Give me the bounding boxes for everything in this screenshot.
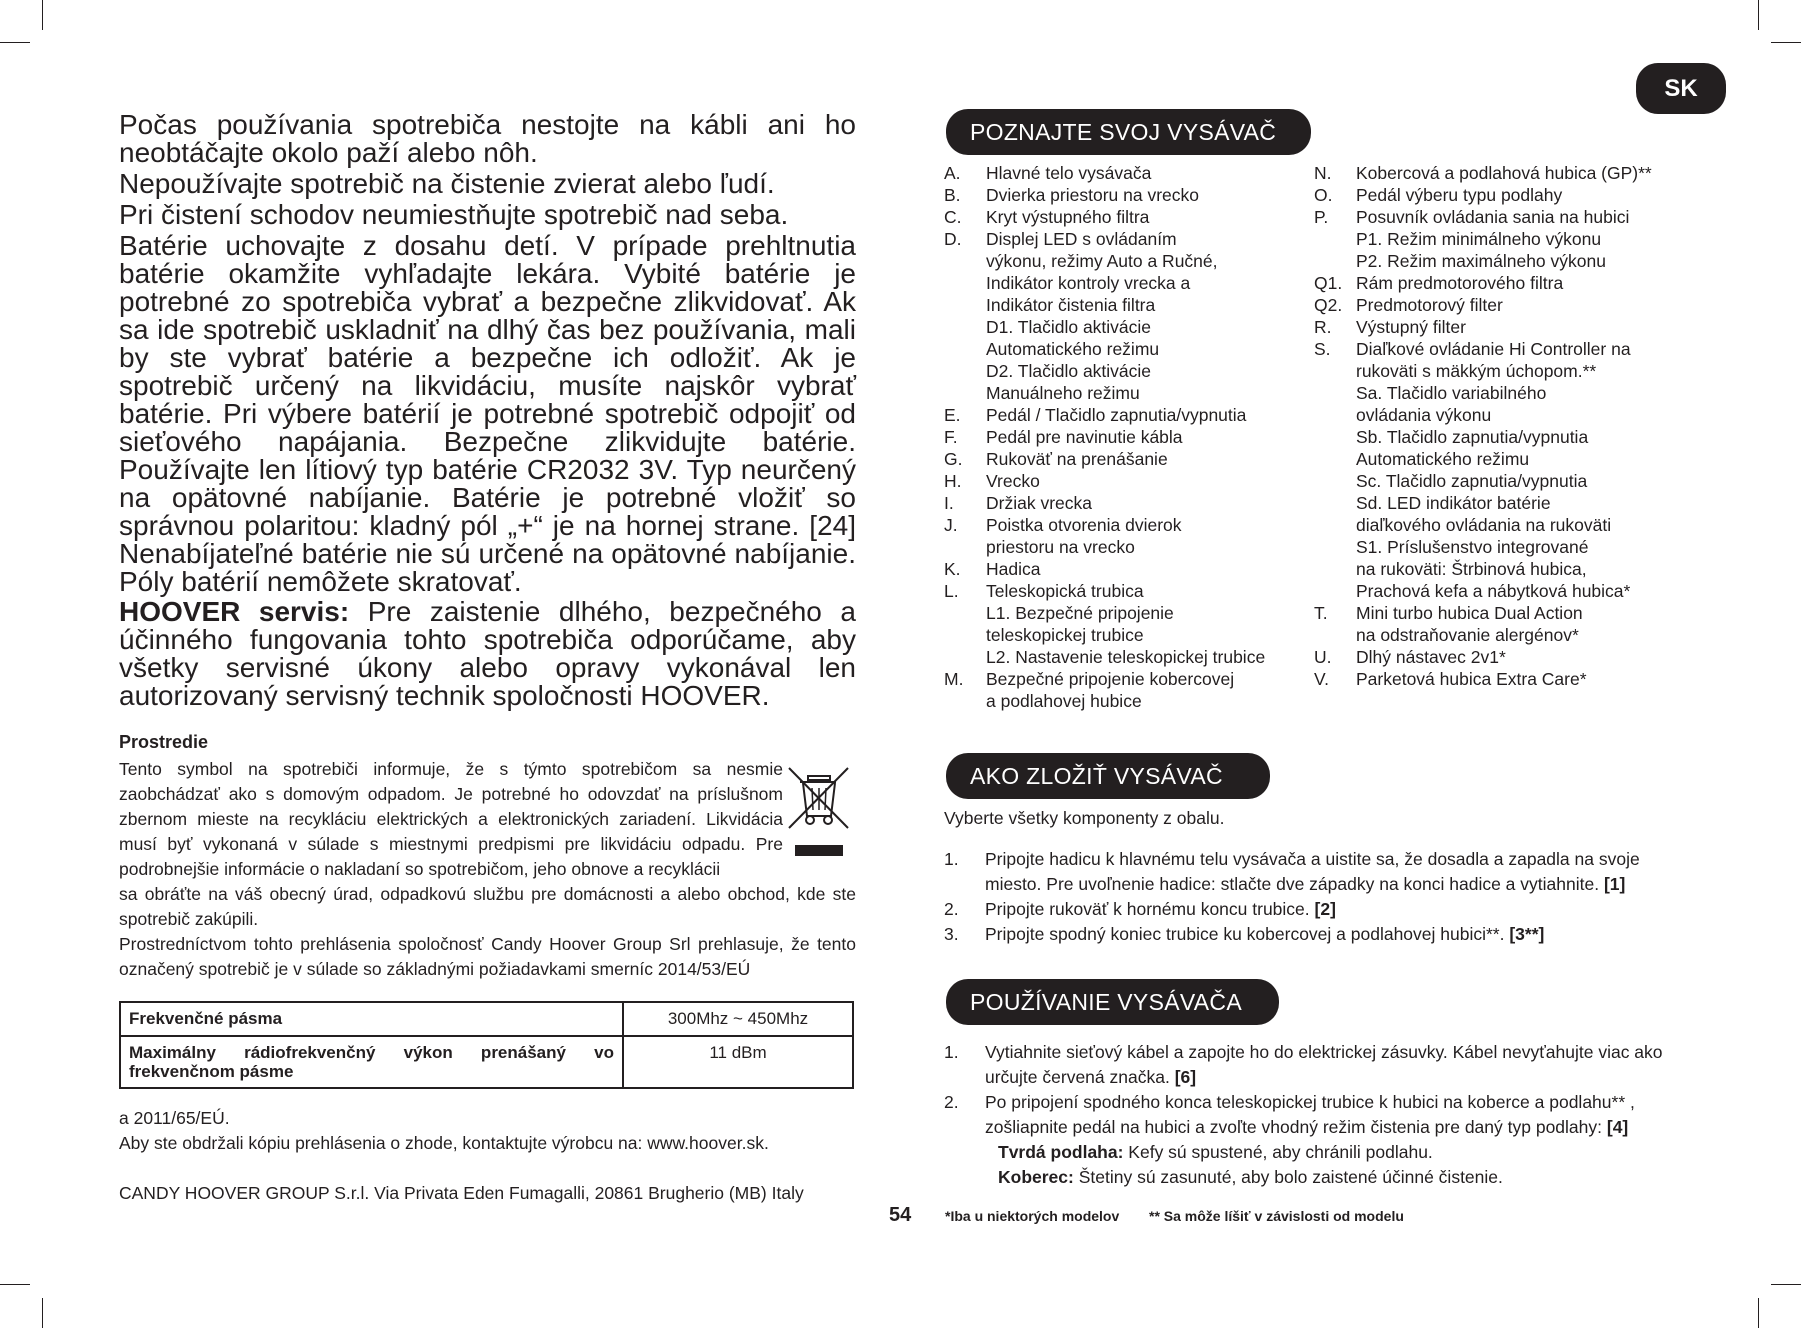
environment-paragraph-continued: sa obráťte na váš obecný úrad, odpadkovú službu pre domácnosti a alebo obchod, kde ste spotrebič zakúpili. — [119, 884, 856, 929]
list-item — [944, 536, 1324, 558]
part-key — [1314, 382, 1356, 404]
step-text-body: Pripojte rukoväť k hornému koncu trubice. — [985, 899, 1310, 919]
crop-mark — [0, 42, 30, 43]
step-number: 3. — [944, 924, 959, 944]
parts-list-left — [944, 162, 1324, 712]
part-label: Držiak vrecka — [986, 493, 1092, 513]
part-key — [944, 690, 986, 712]
part-key — [944, 602, 986, 624]
part-label: Hlavné telo vysávača — [986, 163, 1152, 183]
environment-text — [119, 757, 856, 982]
usage-heading: POUŽÍVANIE VYSÁVAČA — [946, 979, 1279, 1025]
list-item — [1314, 514, 1734, 536]
part-label: Indikátor čistenia filtra — [986, 295, 1156, 315]
directive-text: a 2011/65/EÚ. — [119, 1108, 230, 1128]
part-key — [944, 250, 986, 272]
part-key — [1314, 360, 1356, 382]
list-item — [1314, 162, 1734, 184]
list-item — [944, 426, 1324, 448]
part-label: Dvierka priestoru na vrecko — [986, 185, 1199, 205]
part-label: Diaľkové ovládanie Hi Controller na — [1356, 339, 1631, 359]
environment-paragraph: Tento symbol na spotrebiči informuje, že s týmto spotrebičom sa nesmie zaobchádzať ako s domovým odpadom. Je potrebné ho odovzdať na príslušnom zbernom mieste na recykláciu elektrických a elektronických zariadení. Likvidácia musí byť vykonaná v súlade s miestnymi predpismi pre likvidáciu odpadu. Pre podrobnejšie informácie o nakladaní so spotrebičom, jeho obnove a recyklácii — [119, 759, 783, 879]
part-label: Automatického režimu — [1356, 449, 1530, 469]
list-item — [944, 847, 1684, 897]
table-row — [120, 1002, 853, 1036]
step-text — [985, 847, 1684, 897]
list-item — [1314, 536, 1734, 558]
part-key — [1314, 536, 1356, 558]
frequency-table — [119, 1001, 854, 1089]
list-item — [944, 558, 1324, 580]
page-number: 54 — [889, 1204, 912, 1226]
part-key: V. — [1314, 669, 1329, 689]
part-key: T. — [1314, 603, 1328, 623]
step-text — [985, 897, 1684, 922]
safety-paragraph: Pri čistení schodov neumiestňujte spotrebič nad seba. — [119, 199, 789, 230]
weee-bin-icon — [786, 764, 852, 858]
part-key: H. — [944, 471, 962, 491]
part-key: Q2. — [1314, 295, 1343, 315]
list-item — [1314, 404, 1734, 426]
part-key — [944, 382, 986, 404]
list-item — [944, 272, 1324, 294]
declaration-contact-text: Aby ste obdržali kópiu prehlásenia o zhode, kontaktujte výrobcu na: www.hoover.sk. — [119, 1133, 769, 1153]
list-item — [944, 162, 1324, 184]
part-label: Kryt výstupného filtra — [986, 207, 1150, 227]
list-item — [944, 580, 1324, 602]
floor-mode-hard — [944, 1140, 1684, 1165]
part-key — [944, 360, 986, 382]
part-key — [1314, 426, 1356, 448]
list-item — [1314, 360, 1734, 382]
part-label: Parketová hubica Extra Care* — [1356, 669, 1587, 689]
list-item — [1314, 316, 1734, 338]
list-item — [1314, 646, 1734, 668]
part-key — [1314, 228, 1356, 250]
list-item — [944, 514, 1324, 536]
step-text — [985, 922, 1684, 947]
part-label: P2. Režim maximálneho výkonu — [1356, 251, 1606, 271]
part-key — [944, 272, 986, 294]
crop-mark — [1771, 42, 1801, 43]
part-key: N. — [1314, 163, 1332, 183]
step-text-body: Po pripojení spodného konca teleskopickej trubice k hubici na koberce a podlahu** , zošliapnite pedál na hubici a zvoľte vhodný režim čistenia pre daný typ podlahy: — [985, 1092, 1635, 1137]
part-key: G. — [944, 449, 963, 469]
crop-mark — [1771, 1284, 1801, 1285]
list-item — [944, 360, 1324, 382]
step-figure-ref: [1] — [1603, 874, 1626, 894]
part-label: rukoväti s mäkkým úchopom.** — [1356, 361, 1597, 381]
assembly-intro: Vyberte všetky komponenty z obalu. — [944, 808, 1225, 828]
assembly-heading: AKO ZLOŽIŤ VYSÁVAČ — [946, 753, 1270, 799]
part-label: Poistka otvorenia dvierok — [986, 515, 1182, 535]
part-key: O. — [1314, 185, 1333, 205]
part-key — [1314, 470, 1356, 492]
list-item — [944, 922, 1684, 947]
part-key — [1314, 624, 1356, 646]
mode-label: Koberec: — [998, 1167, 1074, 1187]
safety-section — [119, 111, 856, 710]
part-key — [944, 316, 986, 338]
part-key — [944, 624, 986, 646]
list-item — [944, 624, 1324, 646]
table-cell-label: Maximálny rádiofrekvenčný výkon prenášaný vo frekvenčnom pásme — [120, 1036, 623, 1088]
part-key — [1314, 448, 1356, 470]
part-label: Pedál / Tlačidlo zapnutia/vypnutia — [986, 405, 1247, 425]
part-label: P1. Režim minimálneho výkonu — [1356, 229, 1602, 249]
service-label: HOOVER servis: — [119, 596, 350, 627]
list-item — [944, 228, 1324, 250]
part-label: Predmotorový filter — [1356, 295, 1503, 315]
list-item — [1314, 426, 1734, 448]
list-item — [944, 897, 1684, 922]
list-item — [1314, 382, 1734, 404]
part-label: Prachová kefa a nábytková hubica* — [1356, 581, 1631, 601]
list-item — [944, 250, 1324, 272]
part-label: D2. Tlačidlo aktivácie — [986, 361, 1152, 381]
part-label: Mini turbo hubica Dual Action — [1356, 603, 1583, 623]
list-item — [944, 1090, 1684, 1140]
step-figure-ref: [3**] — [1509, 924, 1545, 944]
part-label: Teleskopická trubica — [986, 581, 1144, 601]
part-key: A. — [944, 163, 961, 183]
step-number: 2. — [944, 1092, 959, 1112]
part-label: Sb. Tlačidlo zapnutia/vypnutia — [1356, 427, 1589, 447]
table-cell-value: 300Mhz ~ 450Mhz — [623, 1002, 853, 1036]
part-label: na odstraňovanie alergénov* — [1356, 625, 1579, 645]
part-key: I. — [944, 493, 954, 513]
part-label: diaľkového ovládania na rukoväti — [1356, 515, 1612, 535]
list-item — [1314, 448, 1734, 470]
part-key — [1314, 250, 1356, 272]
part-label: Indikátor kontroly vrecka a — [986, 273, 1191, 293]
step-number: 1. — [944, 849, 959, 869]
part-label: Pedál výberu typu podlahy — [1356, 185, 1563, 205]
step-number: 2. — [944, 899, 959, 919]
part-label: ovládania výkonu — [1356, 405, 1492, 425]
part-key — [944, 338, 986, 360]
step-text-body: Pripojte hadicu k hlavnému telu vysávača a uistite sa, že dosadla a zapadla na svoje miesto. Pre uvoľnenie hadice: stlačte dve západky na konci hadice a vytiahnite. — [985, 849, 1640, 894]
list-item — [944, 338, 1324, 360]
list-item — [944, 646, 1324, 668]
assembly-steps — [944, 847, 1684, 947]
part-label: teleskopickej trubice — [986, 625, 1144, 645]
list-item — [944, 668, 1324, 690]
step-figure-ref: [4] — [1606, 1117, 1629, 1137]
list-item — [944, 602, 1324, 624]
list-item — [944, 1040, 1684, 1090]
list-item — [944, 382, 1324, 404]
part-label: Bezpečné pripojenie kobercovej — [986, 669, 1235, 689]
list-item — [1314, 250, 1734, 272]
footnote: *Iba u niektorých modelov — [945, 1208, 1120, 1224]
mode-label: Tvrdá podlaha: — [998, 1142, 1124, 1162]
safety-paragraph: Nepoužívajte spotrebič na čistenie zvierat alebo ľudí. — [119, 168, 775, 199]
part-key: Q1. — [1314, 273, 1343, 293]
table-row — [120, 1036, 853, 1088]
list-item — [1314, 580, 1734, 602]
part-key: J. — [944, 515, 958, 535]
part-key — [1314, 514, 1356, 536]
part-key: U. — [1314, 647, 1332, 667]
list-item — [1314, 470, 1734, 492]
list-item — [1314, 206, 1734, 228]
list-item — [1314, 184, 1734, 206]
part-label: a podlahovej hubice — [986, 691, 1142, 711]
list-item — [944, 206, 1324, 228]
part-label: priestoru na vrecko — [986, 537, 1135, 557]
mode-text: Štetiny sú zasunuté, aby bolo zaistené účinné čistenie. — [1073, 1167, 1503, 1187]
part-key: P. — [1314, 207, 1329, 227]
part-key: B. — [944, 185, 961, 205]
part-label: Hadica — [986, 559, 1041, 579]
language-badge: SK — [1636, 63, 1726, 114]
environment-title: Prostredie — [119, 732, 209, 752]
part-label: Manuálneho režimu — [986, 383, 1140, 403]
step-figure-ref: [2] — [1314, 899, 1336, 919]
list-item — [944, 492, 1324, 514]
crop-mark — [42, 1298, 43, 1328]
part-label: Rukoväť na prenášanie — [986, 449, 1168, 469]
table-cell-value: 11 dBm — [623, 1036, 853, 1088]
crop-mark — [1758, 1298, 1759, 1328]
part-label: Pedál pre navinutie kábla — [986, 427, 1183, 447]
part-label: Kobercová a podlahová hubica (GP)** — [1356, 163, 1652, 183]
list-item — [1314, 668, 1734, 690]
part-key — [944, 536, 986, 558]
list-item — [944, 184, 1324, 206]
list-item — [1314, 338, 1734, 360]
know-your-vacuum-heading: POZNAJTE SVOJ VYSÁVAČ — [946, 109, 1311, 155]
list-item — [944, 294, 1324, 316]
battery-paragraph: Batérie uchovajte z dosahu detí. V prípade prehltnutia batérie okamžite vyhľadajte lekára. Vybité batérie je potrebné zo spotrebiča vybrať a bezpečne zlikvidovať. Ak sa ide spotrebič uskladniť na dlhý čas bez používania, mali by ste vybrať batérie a bezpečne ich odložiť. Ak je spotrebič určený na likvidáciu, musíte najskôr vybrať batérie. Pri výbere batérií je potrebné spotrebič odpojiť od sieťového napájania. Bezpečne zlikvidujte batérie. Používajte len lítiový typ batérie CR2032 3V. Typ neurčený na opätovné nabíjanie. Batérie je potrebné vložiť so správnou polaritou: kladný pól „+“ je na hornej strane. [24] Nenabíjateľné batérie nie sú určené na opätovné nabíjanie. Póly batérií nemôžete skratovať. — [119, 230, 856, 597]
list-item — [1314, 228, 1734, 250]
part-label: Sa. Tlačidlo variabilného — [1356, 383, 1547, 403]
list-item — [1314, 492, 1734, 514]
part-key — [1314, 492, 1356, 514]
list-item — [944, 470, 1324, 492]
part-label: Sc. Tlačidlo zapnutia/vypnutia — [1356, 471, 1588, 491]
parts-list-right — [1314, 162, 1734, 690]
part-label: L1. Bezpečné pripojenie — [986, 603, 1174, 623]
step-text-body: Pripojte spodný koniec trubice ku kobercovej a podlahovej hubici**. — [985, 924, 1505, 944]
crop-mark — [1758, 0, 1759, 30]
part-key: S. — [1314, 339, 1331, 359]
part-key: L. — [944, 581, 959, 601]
list-item — [944, 404, 1324, 426]
step-figure-ref: [6] — [1174, 1067, 1197, 1087]
list-item — [944, 316, 1324, 338]
service-text: Pre zaistenie dlhého, bezpečného a účinného fungovania tohto spotrebiča odporúčame, aby všetky servisné úkony alebo opravy vykonával len autorizovaný servisný technik spoločnosti HOOVER. — [119, 596, 856, 711]
part-key — [1314, 558, 1356, 580]
step-text-body: Vytiahnite sieťový kábel a zapojte ho do elektrickej zásuvky. Kábel nevyťahujte viac ako určujte červená značka. — [985, 1042, 1663, 1087]
step-text — [985, 1090, 1684, 1140]
part-label: Posuvník ovládania sania na hubici — [1356, 207, 1630, 227]
list-item — [1314, 624, 1734, 646]
part-label: Sd. LED indikátor batérie — [1356, 493, 1551, 513]
part-key — [1314, 404, 1356, 426]
part-label: Dlhý nástavec 2v1* — [1356, 647, 1506, 667]
part-label: výkonu, režimy Auto a Ručné, — [986, 251, 1218, 271]
step-number: 1. — [944, 1042, 959, 1062]
part-key: K. — [944, 559, 961, 579]
part-label: S1. Príslušenstvo integrované — [1356, 537, 1589, 557]
service-paragraph — [119, 598, 856, 710]
part-label: na rukoväti: Štrbinová hubica, — [1356, 559, 1587, 579]
part-label: Automatického režimu — [986, 339, 1160, 359]
usage-steps — [944, 1040, 1684, 1190]
mode-text: Kefy sú spustené, aby chránili podlahu. — [1123, 1142, 1433, 1162]
part-key — [1314, 580, 1356, 602]
manufacturer-address: CANDY HOOVER GROUP S.r.l. Via Privata Eden Fumagalli, 20861 Brugherio (MB) Italy — [119, 1183, 804, 1203]
footnote: ** Sa môže líšiť v závislosti od modelu — [1149, 1208, 1404, 1224]
list-item — [944, 448, 1324, 470]
crop-mark — [0, 1284, 30, 1285]
step-text — [985, 1040, 1684, 1090]
part-label: Výstupný filter — [1356, 317, 1466, 337]
list-item — [944, 690, 1324, 712]
part-key: M. — [944, 669, 964, 689]
part-label: L2. Nastavenie teleskopickej trubice — [986, 647, 1266, 667]
declaration-paragraph: Prostredníctvom tohto prehlásenia spoločnosť Candy Hoover Group Srl prehlasuje, že tento označený spotrebič je v súlade so základnými požiadavkami smerníc 2014/53/EÚ — [119, 934, 856, 979]
list-item — [1314, 272, 1734, 294]
floor-mode-carpet — [944, 1165, 1684, 1190]
list-item — [1314, 558, 1734, 580]
part-key — [944, 294, 986, 316]
list-item — [1314, 294, 1734, 316]
safety-paragraph: Počas používania spotrebiča nestojte na kábli ani ho neobtáčajte okolo paží alebo nôh. — [119, 109, 856, 168]
part-key: R. — [1314, 317, 1332, 337]
part-label: Displej LED s ovládaním — [986, 229, 1177, 249]
part-label: D1. Tlačidlo aktivácie — [986, 317, 1152, 337]
part-key — [944, 646, 986, 668]
part-key: F. — [944, 427, 958, 447]
crop-mark — [42, 0, 43, 30]
table-cell-label: Frekvenčné pásma — [120, 1002, 623, 1036]
part-key: C. — [944, 207, 962, 227]
part-key: D. — [944, 229, 962, 249]
part-label: Vrecko — [986, 471, 1040, 491]
part-label: Rám predmotorového filtra — [1356, 273, 1564, 293]
part-key: E. — [944, 405, 961, 425]
list-item — [1314, 602, 1734, 624]
